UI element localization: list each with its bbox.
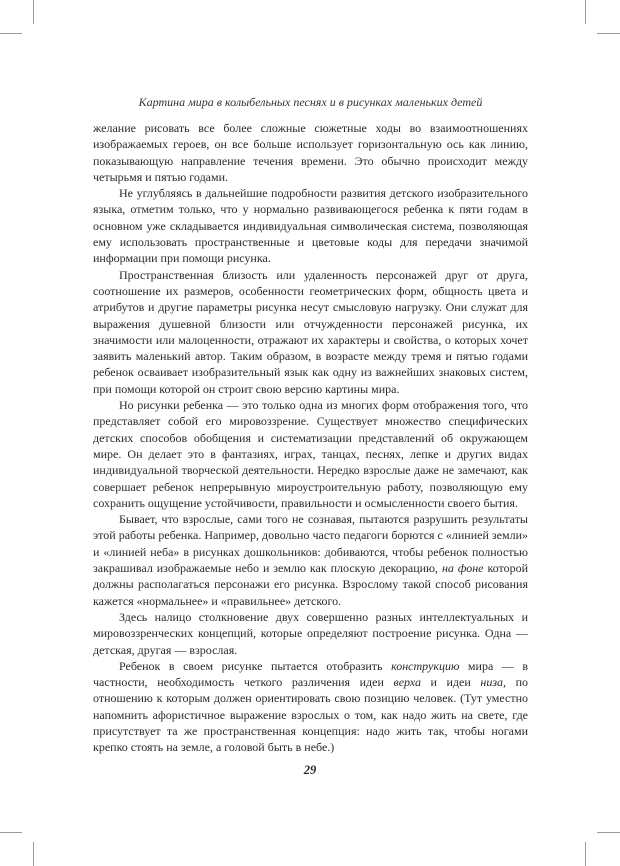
running-head: Картина мира в колыбельных песнях и в рисунках маленьких детей <box>138 95 483 109</box>
crop-mark <box>597 832 620 833</box>
paragraph: Пространственная близость или удаленность персонажей друг от друга, соотношение их размеров, особенности геометрических форм, общность цвета и атрибутов и другие параметры рисунка несут смысловую нагрузку. Они служат для выражения душевной близости или отчужденности персонажей рисунка, их значимости или малоценности, отражают их характеры и свойства, о которых хочет заявить маленький автор. Таким образом, в возрасте между тремя и пятью годами ребенок осваивает изобразительный язык как одну из важнейших знаковых систем, при помощи которой он строит свою версию картины мира. <box>93 267 528 396</box>
paragraph: Ребенок в своем рисунке пытается отобразить конструкцию мира — в частности, необходимость четкого различения идеи верха и идеи низа, по отношению к которым должен ориентировать свою позицию человек. (Тут уместно напомнить афористичное выражение взрослых о том, как надо жить на свете, где присутствует та же пространственная концепция: надо жить так, чтобы ногами крепко стоять на земле, а головой быть в небе.) <box>93 658 528 755</box>
paragraph: Бывает, что взрослые, сами того не сознавая, пытаются разрушить результаты этой работы ребенка. Например, довольно часто педагоги борются с «линией земли» и «линией неба» в рисунках дошкольников: добиваются, чтобы ребенок полностью закрашивал изображаемые небо и землю как плоскую декорацию, на фоне которой должны располагаться персонажи его рисунка. Взрослому такой способ рисования кажется «нормальнее» и «правильнее» детского. <box>93 512 529 608</box>
crop-mark <box>33 0 34 24</box>
paragraph: Не углубляясь в дальнейшие подробности развития детского изобразительного языка, отметим только, что у нормально развивающегося ребенка к пяти годам в основном уже складывается индивидуальная символическая система, позволяющая ему использовать пространственные и цветовые коды для передачи значимой информации при помощи рисунка. <box>93 186 528 266</box>
crop-mark <box>33 842 34 866</box>
italic-term: низа <box>480 675 503 690</box>
italic-term: верха <box>393 675 421 690</box>
italic-term: конструкцию <box>391 658 460 673</box>
paragraph: Но рисунки ребенка — это только одна из многих форм отображения того, что представляет собой его мировоззрение. Существует множество специфических детских способов обобщения и систематизации представлений об окружающем мире. Он делает это в фантазиях, играх, танцах, песнях, лепке и других видах индивидуальной творческой деятельности. Нередко взрослые даже не замечают, как совершает ребенок непрерывную мироустроительную работу, позволяющую ему сохранить ощущение устойчивости, правильности и осмысленности своего бытия. <box>93 398 528 510</box>
paragraph: Здесь налицо столкновение двух совершенно разных интеллектуальных и мировоззренческих концепций, которые определяют построение рисунка. Одна — детская, другая — взрослая. <box>93 609 528 657</box>
page-number: 29 <box>303 763 317 777</box>
crop-mark <box>597 33 620 34</box>
crop-mark <box>0 832 22 833</box>
crop-mark <box>585 842 586 866</box>
body-text <box>93 120 528 756</box>
italic-term: на фоне <box>441 561 484 576</box>
crop-mark <box>0 33 22 34</box>
paragraph: желание рисовать все более сложные сюжетные ходы во взаимоотношениях изображаемых героев, он все больше использует горизонтальную ось как линию, показывающую направление течения времени. Это обычно происходит между четырьмя и пятью годами. <box>93 121 528 184</box>
crop-mark <box>585 0 586 24</box>
